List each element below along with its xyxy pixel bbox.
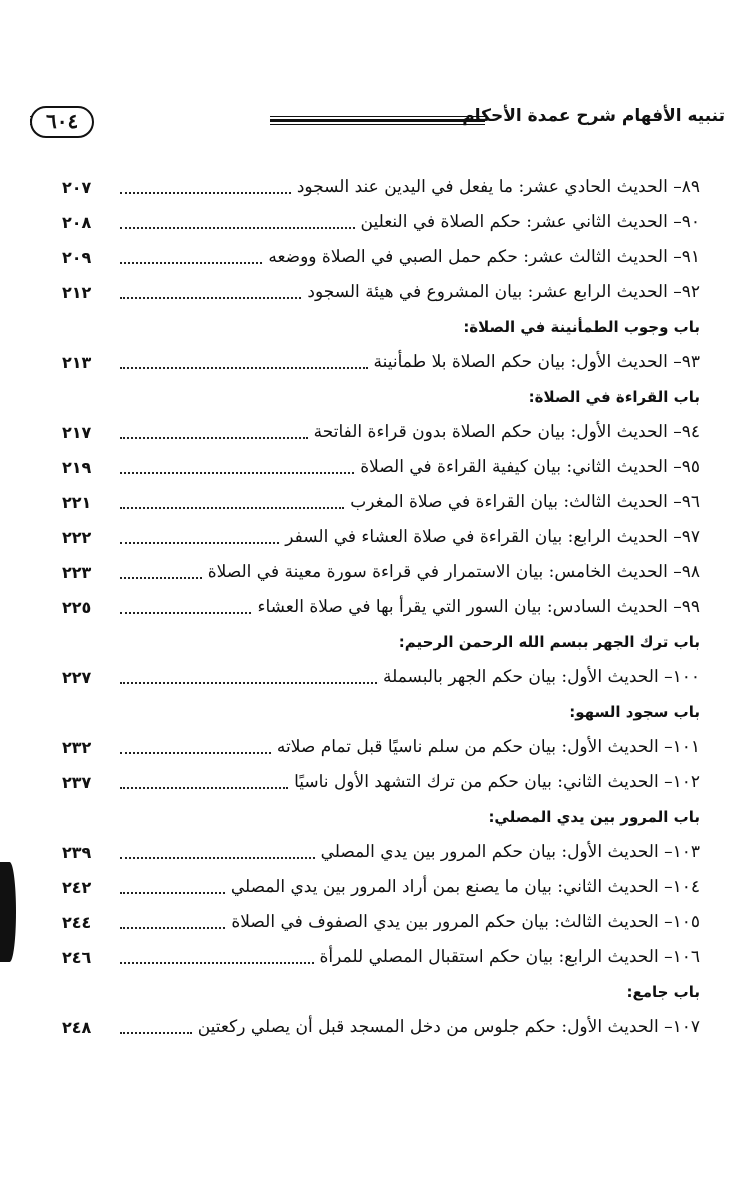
entry-title: ٨٩– الحديث الحادي عشر: ما يفعل في اليدين عند السجود (296, 177, 700, 197)
section-title: باب المرور بين يدي المصلي: (488, 808, 700, 826)
toc-entry (62, 485, 700, 520)
entry-title: ١٠٥– الحديث الثالث: بيان حكم المرور بين يدي الصفوف في الصلاة (231, 912, 700, 932)
entry-title: ٩٤– الحديث الأول: بيان حكم الصلاة بدون قراءة الفاتحة (313, 422, 700, 442)
dot-leader (120, 786, 288, 789)
entry-page-number: ٢٣٧ (62, 773, 92, 792)
entry-title: ٩٠– الحديث الثاني عشر: حكم الصلاة في النعلين (360, 212, 700, 232)
entry-title: ١٠٠– الحديث الأول: بيان حكم الجهر بالبسملة (382, 667, 700, 687)
dot-leader (120, 506, 344, 509)
page-header (30, 88, 725, 148)
toc-entry (62, 835, 700, 870)
dot-leader (120, 576, 202, 579)
entry-page-number: ٢٠٩ (62, 248, 92, 267)
entry-page-number: ٢٢٧ (62, 668, 92, 687)
section-title: باب وجوب الطمأنينة في الصلاة: (463, 318, 700, 336)
entry-page-number: ٢٣٢ (62, 738, 92, 757)
entry-title: ٩٧– الحديث الرابع: بيان القراءة في صلاة العشاء في السفر (285, 527, 700, 547)
entry-page-number: ٢٤٢ (62, 878, 92, 897)
running-title: تنبيه الأفهام شرح عمدة الأحكام (462, 106, 725, 126)
dot-leader (120, 997, 620, 998)
toc-section-heading (62, 380, 700, 415)
entry-page-number: ٢٢٢ (62, 528, 92, 547)
toc-entry (62, 870, 700, 905)
entry-page-number: ٢١٩ (62, 458, 92, 477)
toc-entry (62, 415, 700, 450)
toc-entry (62, 345, 700, 380)
entry-title: ١٠٧– الحديث الأول: حكم جلوس من دخل المسجد قبل أن يصلي ركعتين (197, 1017, 700, 1037)
entry-title: ١٠٢– الحديث الثاني: بيان حكم من ترك التشهد الأول ناسيًا (294, 772, 700, 792)
dot-leader (120, 402, 523, 403)
table-of-contents (62, 170, 700, 1045)
entry-title: ١٠١– الحديث الأول: بيان حكم من سلم ناسيًا قبل تمام صلاته (276, 737, 700, 757)
entry-title: ٩٨– الحديث الخامس: بيان الاستمرار في قراءة سورة معينة في الصلاة (207, 562, 700, 582)
entry-page-number: ٢٤٦ (62, 948, 92, 967)
entry-title: ١٠٦– الحديث الرابع: بيان حكم استقبال المصلي للمرأة (319, 947, 700, 967)
toc-section-heading (62, 310, 700, 345)
dot-leader (120, 332, 457, 333)
toc-entry (62, 275, 700, 310)
dot-leader (120, 751, 271, 754)
entry-title: ٩٦– الحديث الثالث: بيان القراءة في صلاة المغرب (350, 492, 700, 512)
dot-leader (120, 926, 225, 929)
dot-leader (120, 366, 368, 369)
entry-page-number: ٢٤٤ (62, 913, 92, 932)
toc-entry (62, 940, 700, 975)
entry-title: ٩١– الحديث الثالث عشر: حكم حمل الصبي في الصلاة ووضعه (268, 247, 700, 267)
entry-page-number: ٢٠٧ (62, 178, 92, 197)
entry-page-number: ٢٢٣ (62, 563, 92, 582)
toc-entry (62, 520, 700, 555)
dot-leader (120, 717, 563, 718)
entry-page-number: ٢٢١ (62, 493, 92, 512)
section-title: باب القراءة في الصلاة: (528, 388, 700, 406)
page-edge-mark (0, 862, 16, 962)
section-title: باب سجود السهو: (569, 703, 700, 721)
toc-entry (62, 660, 700, 695)
entry-page-number: ٢١٣ (62, 353, 92, 372)
dot-leader (120, 191, 291, 194)
header-rule-right (270, 116, 485, 128)
section-title: باب جامع: (626, 983, 700, 1001)
entry-page-number: ٢٢٥ (62, 598, 92, 617)
dot-leader (120, 296, 301, 299)
section-title: باب ترك الجهر ببسم الله الرحمن الرحيم: (398, 633, 700, 651)
dot-leader (120, 261, 262, 264)
entry-page-number: ٢١٢ (62, 283, 92, 302)
entry-title: ٩٥– الحديث الثاني: بيان كيفية القراءة في الصلاة (360, 457, 700, 477)
dot-leader (120, 647, 393, 648)
entry-page-number: ٢٠٨ (62, 213, 92, 232)
entry-title: ١٠٣– الحديث الأول: بيان حكم المرور بين يدي المصلي (320, 842, 700, 862)
dot-leader (120, 856, 315, 859)
dot-leader (120, 681, 377, 684)
dot-leader (120, 471, 354, 474)
entry-page-number: ٢١٧ (62, 423, 92, 442)
entry-title: ٩٩– الحديث السادس: بيان السور التي يقرأ بها في صلاة العشاء (257, 597, 700, 617)
dot-leader (120, 541, 279, 544)
dot-leader (120, 1031, 192, 1034)
dot-leader (120, 611, 251, 614)
toc-entry (62, 205, 700, 240)
toc-section-heading (62, 975, 700, 1010)
page-number: ٦٠٤ (30, 106, 94, 138)
entry-title: ١٠٤– الحديث الثاني: بيان ما يصنع بمن أراد المرور بين يدي المصلي (230, 877, 700, 897)
toc-section-heading (62, 695, 700, 730)
entry-title: ٩٣– الحديث الأول: بيان حكم الصلاة بلا طمأنينة (373, 352, 700, 372)
toc-section-heading (62, 800, 700, 835)
toc-entry (62, 765, 700, 800)
dot-leader (120, 961, 314, 964)
entry-page-number: ٢٣٩ (62, 843, 92, 862)
entry-page-number: ٢٤٨ (62, 1018, 92, 1037)
dot-leader (120, 891, 225, 894)
toc-section-heading (62, 625, 700, 660)
toc-entry (62, 450, 700, 485)
toc-entry (62, 730, 700, 765)
dot-leader (120, 226, 355, 229)
dot-leader (120, 822, 482, 823)
toc-entry (62, 170, 700, 205)
toc-entry (62, 1010, 700, 1045)
entry-title: ٩٢– الحديث الرابع عشر: بيان المشروع في هيئة السجود (307, 282, 700, 302)
toc-entry (62, 590, 700, 625)
dot-leader (120, 436, 308, 439)
toc-entry (62, 240, 700, 275)
toc-entry (62, 555, 700, 590)
toc-entry (62, 905, 700, 940)
